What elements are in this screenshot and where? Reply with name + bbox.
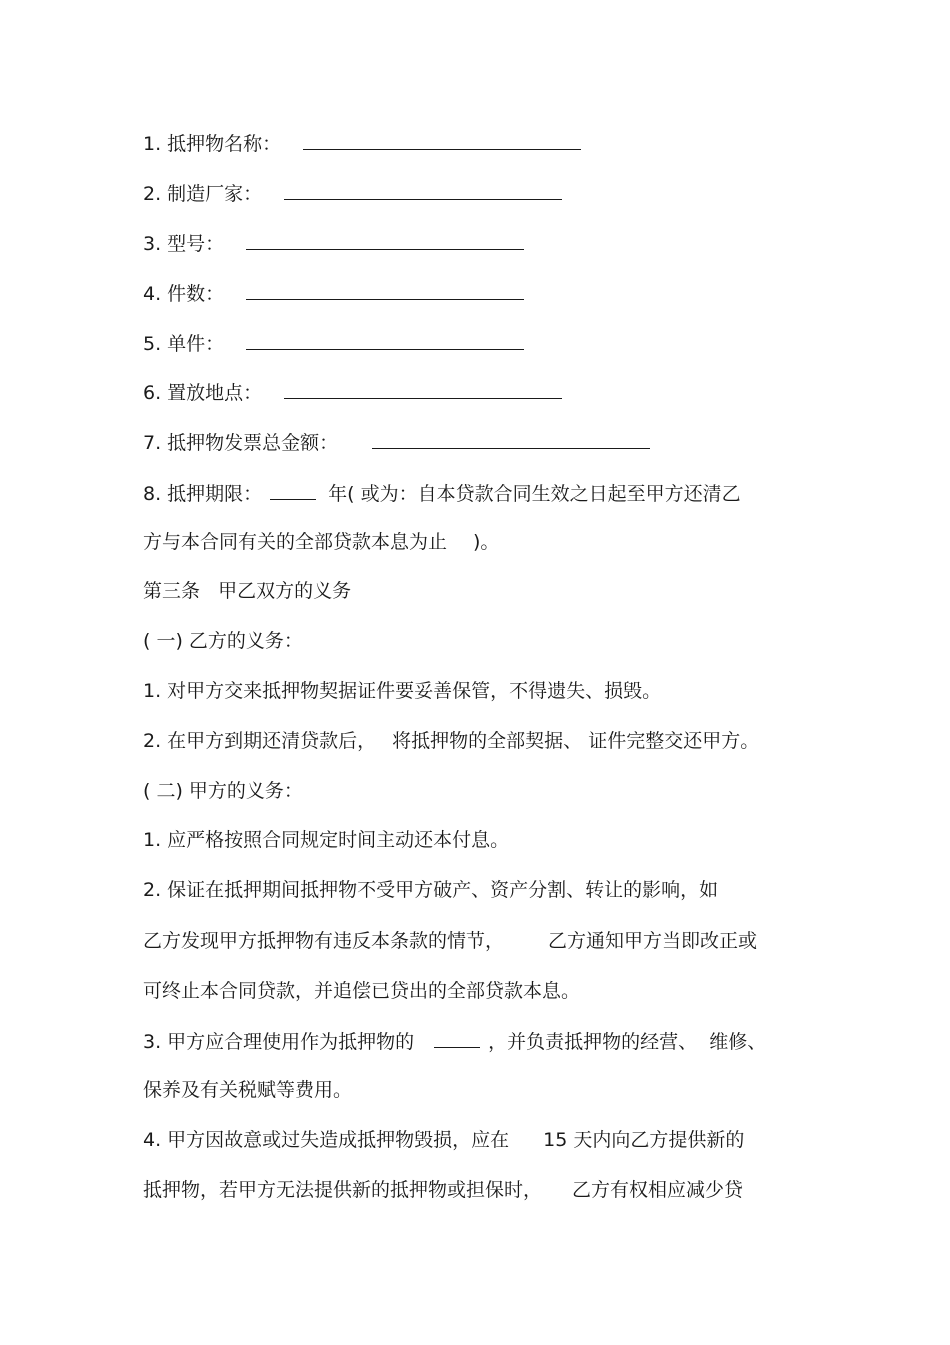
fill-blank[interactable]: [284, 179, 562, 200]
party-a-item-3-line2: 保养及有关税赋等费用。: [143, 1079, 353, 1101]
field-unit: [143, 329, 524, 357]
party-a-item-4-line2: [143, 1177, 743, 1203]
fill-blank[interactable]: [246, 229, 524, 250]
term-text: 方与本合同有关的全部贷款本息为止: [143, 531, 448, 553]
fill-blank[interactable]: [246, 329, 524, 350]
party-b-item-2: [143, 728, 759, 754]
field-label: 6. 置放地点：: [143, 382, 263, 404]
field-label: 4. 件数：: [143, 283, 225, 305]
text-segment: 3. 甲方应合理使用作为抵押物的: [143, 1031, 415, 1053]
text-segment: 2. 在甲方到期还清贷款后，: [143, 730, 377, 752]
text-segment: 乙方有权相应减少贷: [572, 1179, 744, 1201]
field-label: 8. 抵押期限：: [143, 483, 263, 505]
party-a-item-2-line2: [143, 928, 757, 954]
term-text-end: )。: [473, 531, 500, 553]
field-label: 7. 抵押物发票总金额：: [143, 432, 339, 454]
party-b-item-1: 1. 对甲方交来抵押物契据证件要妥善保管，不得遗失、损毁。: [143, 680, 662, 702]
article-title: 第三条 甲乙双方的义务: [143, 580, 352, 602]
text-segment: 15 天内向乙方提供新的: [543, 1129, 745, 1151]
party-a-item-4-line1: [143, 1127, 744, 1153]
field-model: [143, 229, 524, 257]
party-a-item-2-line1: 2. 保证在抵押期间抵押物不受甲方破产、资产分割、转让的影响，如: [143, 879, 719, 901]
party-a-item-3-line1: [143, 1027, 766, 1055]
text-segment: 乙方通知甲方当即改正或: [548, 930, 758, 952]
text-segment: 维修、: [709, 1031, 767, 1053]
field-label: 3. 型号：: [143, 233, 225, 255]
term-text: 年( 或为：自本贷款合同生效之日起至甲方还清乙: [328, 483, 741, 505]
field-location: [143, 378, 562, 406]
field-label: 1. 抵押物名称：: [143, 133, 282, 155]
text-segment: 4. 甲方因故意或过失造成抵押物毁损，应在: [143, 1129, 510, 1151]
fill-blank[interactable]: [270, 479, 316, 500]
field-collateral-name: [143, 129, 581, 157]
text-segment: 抵押物，若甲方无法提供新的抵押物或担保时，: [143, 1179, 543, 1201]
field-quantity: [143, 279, 524, 307]
fill-blank[interactable]: [246, 279, 524, 300]
fill-blank[interactable]: [434, 1027, 480, 1048]
text-segment: ，并负责抵押物的经营、: [488, 1031, 698, 1053]
section-heading-party-b: ( 一) 乙方的义务：: [143, 630, 303, 652]
fill-blank[interactable]: [372, 428, 650, 449]
text-segment: 证件完整交还甲方。: [588, 730, 760, 752]
section-heading-party-a: ( 二) 甲方的义务：: [143, 780, 303, 802]
fill-blank[interactable]: [303, 129, 581, 150]
field-label: 2. 制造厂家：: [143, 183, 263, 205]
field-label: 5. 单件：: [143, 333, 225, 355]
fill-blank[interactable]: [284, 378, 562, 399]
field-manufacturer: [143, 179, 562, 207]
text-segment: 乙方发现甲方抵押物有违反本条款的情节，: [143, 930, 505, 952]
field-term-line1: [143, 479, 741, 507]
party-a-item-2-line3: 可终止本合同贷款，并追偿已贷出的全部贷款本息。: [143, 980, 581, 1002]
party-a-item-1: 1. 应严格按照合同规定时间主动还本付息。: [143, 829, 510, 851]
field-term-line2: [143, 529, 499, 555]
field-invoice-total: [143, 428, 650, 456]
text-segment: 将抵押物的全部契据、: [392, 730, 583, 752]
